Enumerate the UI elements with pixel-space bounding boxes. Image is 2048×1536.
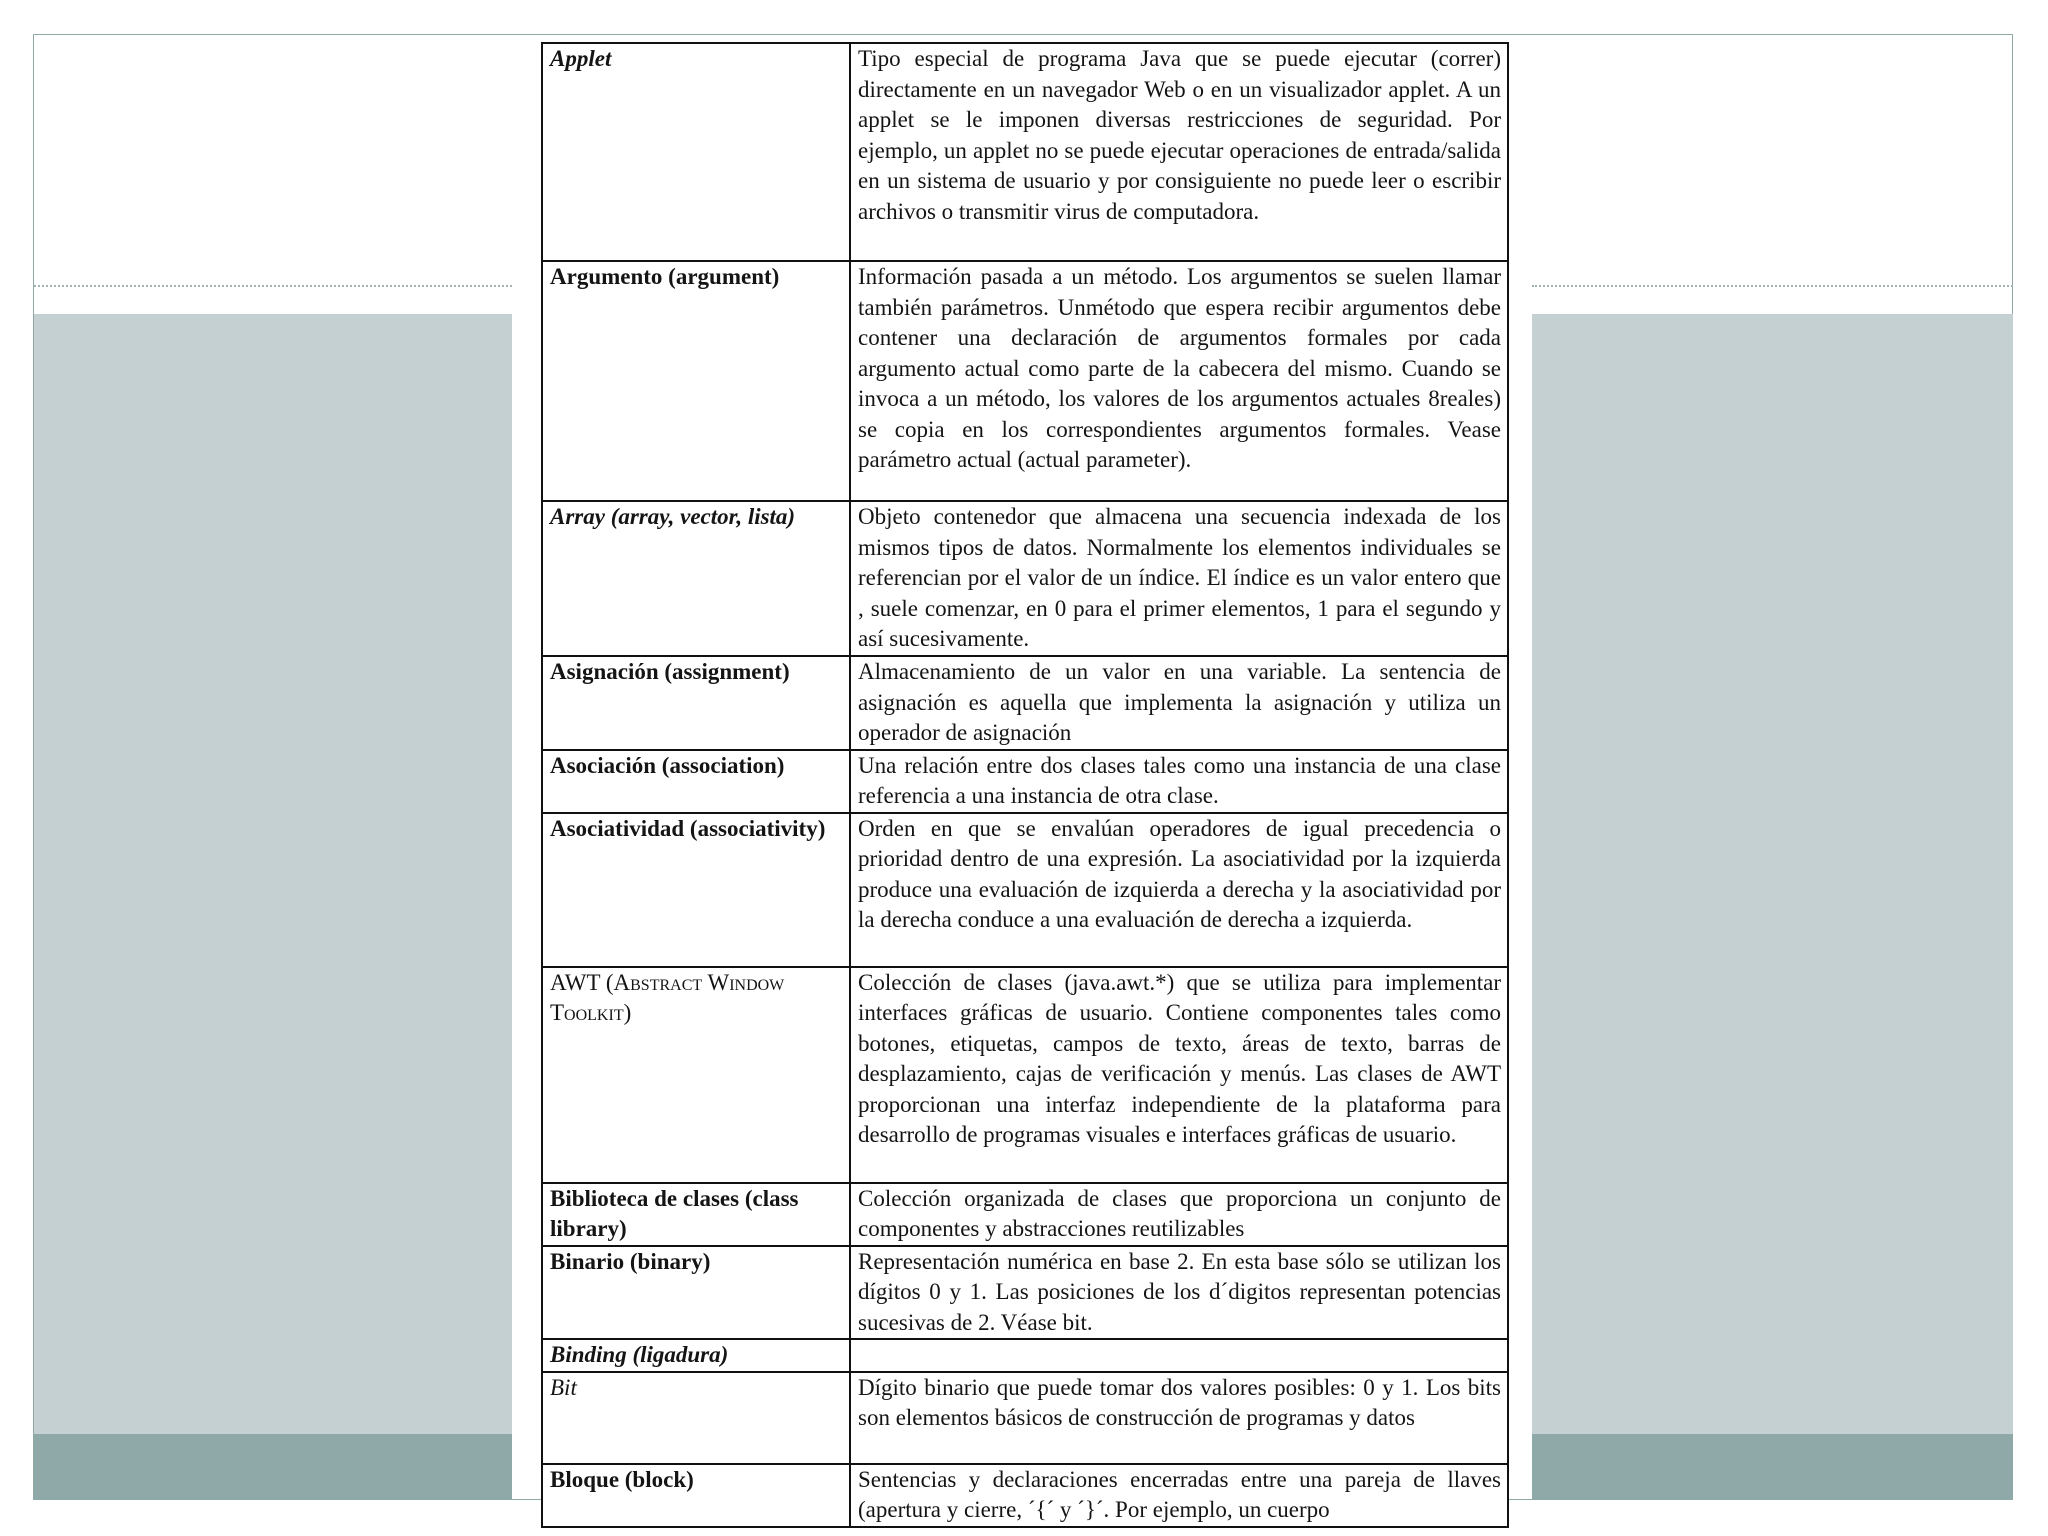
table-row [542,261,1508,501]
term-cell [542,43,850,261]
definition-cell: Dígito binario que puede tomar dos valores posibles: 0 y 1. Los bits son elementos básicos de construcción de programas y datos [850,1372,1508,1464]
side-panel-right [1532,314,2013,1434]
term-label: Bit [550,1374,577,1400]
term-label: Bloque (block) [550,1466,694,1492]
table-row [542,1246,1508,1340]
definition-cell: Objeto contenedor que almacena una secuencia indexada de los mismos tipos de datos. Normalmente los elementos individuales se referencian por el valor de un índice. El índice es un valor entero que , suele comenzar, en 0 para el primer elementos, 1 para el segundo y así sucesivamente. [850,501,1508,656]
definition-cell: Orden en que se envalúan operadores de igual precedencia o prioridad dentro de una expresión. La asociatividad por la izquierda produce una evaluación de izquierda a derecha y la asociatividad por la derecha conduce a una evaluación de derecha a izquierda. [850,813,1508,967]
term-cell [542,813,850,967]
term-cell [542,1464,850,1527]
term-cell [542,1339,850,1372]
term-label: Argumento (argument) [550,264,780,289]
term-label: Asignación (assignment) [550,659,790,684]
term-label: Biblioteca de clases (class library) [550,1185,799,1241]
table-row [542,813,1508,967]
definition-cell: Almacenamiento de un valor en una variable. La sentencia de asignación es aquella que implementa la asignación y utiliza un operador de asignación [850,656,1508,750]
table-row [542,656,1508,750]
term-cell [542,1372,850,1464]
definition-cell: Colección organizada de clases que proporciona un conjunto de componentes y abstracciones reutilizables [850,1183,1508,1246]
table-row [542,43,1508,261]
table-row [542,1183,1508,1246]
term-cell [542,1183,850,1246]
dotted-divider-right [1532,285,2013,287]
term-cell [542,1246,850,1340]
footer-band-right [1532,1434,2013,1500]
table-row [542,1372,1508,1464]
term-cell [542,261,850,501]
term-label: Asociatividad (associativity) [550,815,826,841]
definition-cell: Colección de clases (java.awt.*) que se utiliza para implementar interfaces gráficas de usuario. Contiene componentes tales como botones, etiquetas, campos de texto, áreas de texto, barras de desplazamiento, cajas de verificación y menús. Las clases de AWT proporcionan una interfaz independiente de la plataforma para desarrollo de programas visuales e interfaces gráficas de usuario. [850,967,1508,1183]
definition-cell: Una relación entre dos clases tales como una instancia de una clase referencia a una instancia de otra clase. [850,750,1508,813]
table-row [542,967,1508,1183]
table-row [542,1339,1508,1372]
table-row [542,750,1508,813]
term-cell [542,501,850,656]
definition-cell: Representación numérica en base 2. En esta base sólo se utilizan los dígitos 0 y 1. Las posiciones de los d´digitos representan potencias sucesivas de 2. Véase bit. [850,1246,1508,1340]
term-cell [542,656,850,750]
table-row [542,501,1508,656]
table-row [542,1464,1508,1527]
term-label: Binario (binary) [550,1248,711,1274]
term-cell [542,967,850,1183]
term-label: Asociación (association) [550,752,785,778]
definition-cell: Información pasada a un método. Los argumentos se suelen llamar también parámetros. Unmétodo que espera recibir argumentos debe contener una declaración de argumentos formales por cada argumento actual como parte de la cabecera del mismo. Cuando se invoca a un método, los valores de los argumentos actuales 8reales) se copia en los correspondientes argumentos formales. Vease parámetro actual (actual parameter). [850,261,1508,501]
term-label: AWT (Abstract Window Toolkit) [550,969,785,1025]
side-panel-left [34,314,512,1434]
term-label: Binding (ligadura) [550,1342,729,1367]
term-cell [542,750,850,813]
glossary-table [541,42,1509,1528]
term-label: Applet [550,46,612,71]
footer-band-left [34,1434,512,1500]
term-label: Array (array, vector, lista) [550,504,796,529]
definition-cell: Sentencias y declaraciones encerradas entre una pareja de llaves (apertura y cierre, ´{´ y ´}´. Por ejemplo, un cuerpo [850,1464,1508,1527]
dotted-divider-left [34,285,512,287]
definition-cell [850,1339,1508,1372]
definition-cell: Tipo especial de programa Java que se puede ejecutar (correr) directamente en un navegador Web o en un visualizador applet. A un applet se le imponen diversas restricciones de seguridad. Por ejemplo, un applet no se puede ejecutar operaciones de entrada/salida en un sistema de usuario y por consiguiente no puede leer o escribir archivos o transmitir virus de computadora. [850,43,1508,261]
